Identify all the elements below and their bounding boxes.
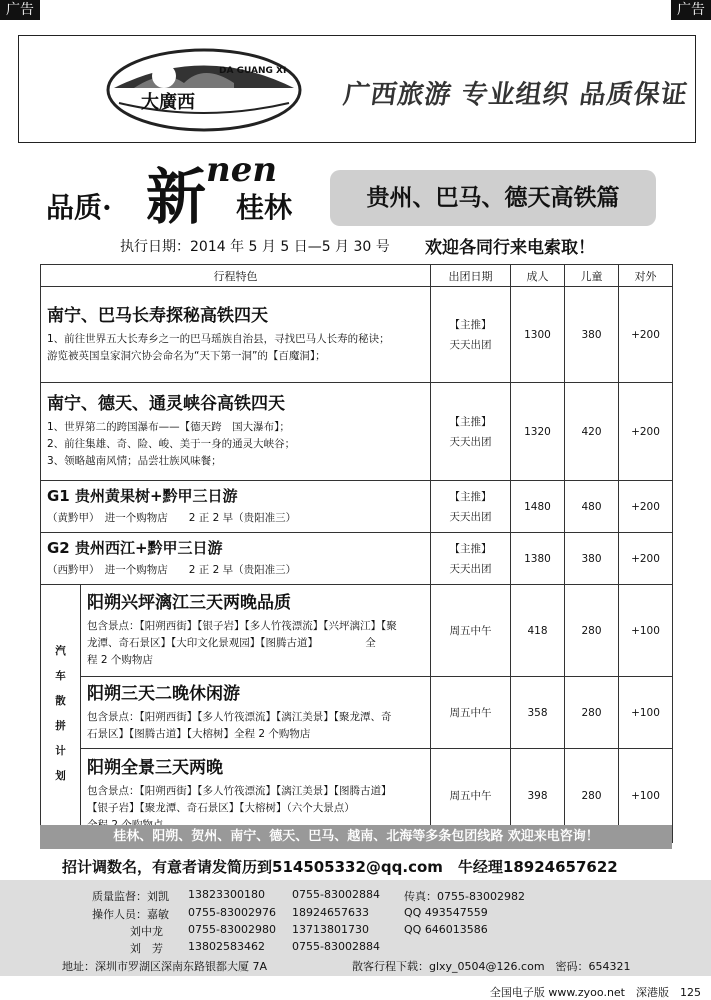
route-title: 阳朔全景三天两晚: [87, 758, 223, 778]
route-desc: （西黔甲） 进一个购物店 2 正 2 早（贵阳准三）: [47, 564, 297, 576]
route-desc: 1、前往世界五大长寿乡之一的巴马瑶族自治县，寻找巴马人长寿的秘诀；: [47, 332, 390, 345]
header-adult: 成人: [511, 265, 565, 287]
table-header: [41, 265, 673, 287]
route-desc: 石景区】【图腾古道】【大榕树】全程 2 个购物店: [87, 727, 311, 740]
slogan: 广西旅游 专业组织 品质保证: [341, 80, 690, 110]
route-desc: 3、领略越南风情；品尝壮族风味餐；: [47, 455, 222, 467]
side-char: 散: [55, 694, 66, 707]
contact-qq: QQ 646013586: [404, 923, 488, 936]
side-char: 计: [55, 744, 66, 757]
contact-phone: 18924657633: [292, 906, 369, 919]
contact-address: 地址：深圳市罗湖区深南东路银都大厦 7A: [62, 960, 268, 973]
table-row: [41, 585, 673, 677]
route-desc: 【银子岩】【聚龙潭、奇石景区】【大榕树】（六个大景点）: [87, 802, 355, 814]
page-footer: 全国电子版 www.zyoo.net 深港版 125: [489, 986, 701, 999]
contact-name: 质量监督：刘凯: [92, 890, 169, 903]
bus-side-label: [41, 585, 81, 843]
route-title: G1 贵州黄果树+黔甲三日游: [47, 487, 238, 505]
child-price: 380: [565, 533, 619, 585]
contact-name: 刘 芳: [130, 942, 163, 955]
ad-label-left: 广告: [0, 0, 40, 20]
contact-phone: 0755-83002980: [188, 923, 276, 936]
departure: 周五中午: [431, 677, 511, 749]
ad-label-right: 广告: [671, 0, 711, 20]
adult-price: 1480: [511, 481, 565, 533]
external-price: +200: [619, 481, 673, 533]
effective-dates: 执行日期：2014 年 5 月 5 日—5 月 30 号: [120, 239, 390, 255]
contact-phone: 13802583462: [188, 940, 265, 953]
child-price: 480: [565, 481, 619, 533]
contact-phone: 0755-83002976: [188, 906, 276, 919]
adult-price: 1300: [511, 287, 565, 383]
more-routes-bar: 桂林、阳朔、贺州、南宁、德天、巴马、越南、北海等多条包团线路 欢迎来电咨询！: [40, 825, 672, 849]
contact-fax: 传真：0755-83002982: [404, 890, 525, 903]
external-price: +100: [619, 749, 673, 843]
da-guangxi-logo: [104, 48, 304, 133]
contact-phone: 13823300180: [188, 888, 265, 901]
featured-tag: 【主推】: [449, 318, 492, 331]
departure: 天天出团: [449, 338, 492, 351]
featured-tag: 【主推】: [449, 490, 492, 503]
recruitment-notice: 招计调数名，有意者请发简历到514505332@qq.com 牛经理18924657622: [62, 858, 618, 876]
route-title: 南宁、巴马长寿探秘高铁四天: [47, 305, 268, 326]
side-char: 车: [55, 669, 66, 682]
route-title: 阳朔兴坪漓江三天两晚品质: [87, 593, 291, 613]
side-char: 拼: [55, 719, 66, 732]
departure: 天天出团: [449, 562, 492, 575]
external-price: +100: [619, 677, 673, 749]
route-desc: 包含景点：【阳朔西街】【多人竹筏漂流】【漓江美景】【图腾古道】: [87, 785, 392, 797]
brand-pz: 品质·: [46, 191, 112, 224]
child-price: 380: [565, 287, 619, 383]
contact-name: 操作人员：嘉敏: [92, 908, 169, 921]
contact-phone: 0755-83002884: [292, 888, 380, 901]
contact-phone: 0755-83002884: [292, 940, 380, 953]
header-departure: 出团日期: [431, 265, 511, 287]
route-title: 阳朔三天二晚休闲游: [87, 683, 240, 704]
child-price: 280: [565, 585, 619, 677]
table-row: [41, 677, 673, 749]
brand-title: [46, 150, 326, 233]
adult-price: 398: [511, 749, 565, 843]
contact-name: 刘中龙: [130, 925, 163, 938]
adult-price: 1320: [511, 383, 565, 481]
header-child: 儿童: [565, 265, 619, 287]
featured-tag: 【主推】: [449, 415, 492, 428]
itinerary-download: 散客行程下载：glxy_0504@126.com 密码：654321: [352, 960, 631, 973]
route-desc: 游览被英国皇家洞穴协会命名为“天下第一洞”的【百魔洞】；: [47, 349, 326, 362]
adult-price: 358: [511, 677, 565, 749]
departure: 周五中午: [431, 749, 511, 843]
child-price: 280: [565, 677, 619, 749]
adult-price: 418: [511, 585, 565, 677]
contact-phone: 13713801730: [292, 923, 369, 936]
table-row: [41, 533, 673, 585]
table-row: [41, 383, 673, 481]
external-price: +100: [619, 585, 673, 677]
logo-english: DA GUANG XI: [219, 66, 287, 76]
header-features: 行程特色: [41, 265, 431, 287]
child-price: 280: [565, 749, 619, 843]
route-desc: 包含景点：【阳朔西街】【多人竹筏漂流】【漓江美景】【聚龙潭、奇: [87, 710, 392, 723]
departure: 天天出团: [449, 435, 492, 448]
logo-chinese: 大廣西: [141, 92, 195, 113]
welcome-text: 欢迎各同行来电索取！: [425, 238, 595, 258]
brand-nen: nen: [206, 150, 278, 190]
table-row: [41, 481, 673, 533]
route-desc: 龙潭、奇石景区】【大印文化景观园】【图腾古道】 全: [87, 637, 376, 649]
external-price: +200: [619, 533, 673, 585]
route-desc: 包含景点：【阳朔西街】【银子岩】【多人竹筏漂流】【兴坪漓江】【聚: [87, 620, 397, 632]
route-desc: 1、世界第二的跨国瀑布——【德天跨 国大瀑布】；: [47, 421, 290, 433]
contact-panel: [0, 880, 711, 976]
logo-box: [18, 35, 696, 143]
side-char: 汽: [55, 644, 66, 657]
featured-tag: 【主推】: [449, 542, 492, 555]
route-title: G2 贵州西江+黔甲三日游: [47, 539, 223, 557]
brand-xin: 新: [146, 163, 206, 233]
route-desc: （黄黔甲） 进一个购物店 2 正 2 早（贵阳准三）: [47, 512, 297, 524]
route-banner: 贵州、巴马、德天高铁篇: [330, 170, 656, 226]
route-desc: 程 2 个购物店: [87, 654, 153, 666]
route-table: [40, 264, 673, 843]
external-price: +200: [619, 383, 673, 481]
adult-price: 1380: [511, 533, 565, 585]
departure: 周五中午: [431, 585, 511, 677]
table-row: [41, 287, 673, 383]
child-price: 420: [565, 383, 619, 481]
departure: 天天出团: [449, 510, 492, 523]
external-price: +200: [619, 287, 673, 383]
brand-gl: 桂林: [236, 191, 293, 224]
header-external: 对外: [619, 265, 673, 287]
contact-qq: QQ 493547559: [404, 906, 488, 919]
side-char: 划: [55, 769, 66, 782]
route-title: 南宁、德天、通灵峡谷高铁四天: [47, 394, 285, 414]
route-desc: 2、前往集雄、奇、险、峻、美于一身的通灵大峡谷；: [47, 438, 296, 450]
